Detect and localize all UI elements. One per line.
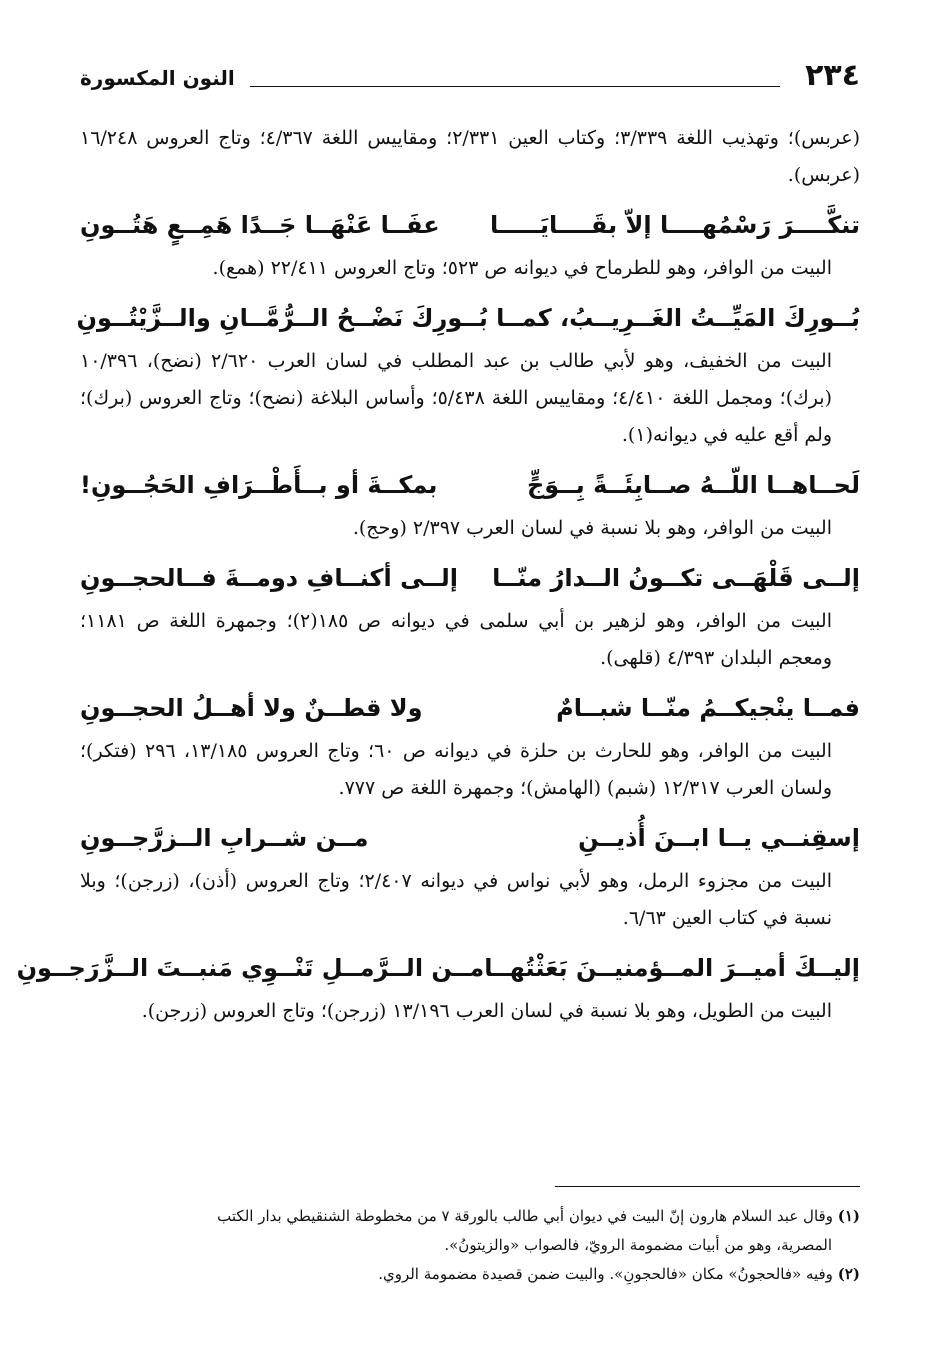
verse-2-first-hemistich: بُــورِكَ المَيِّــتُ الغَــرِيــبُ، كمــا بُــو (447, 304, 860, 332)
verse-5-first-hemistich: فمــا ينْجيكــمُ منّــا شبــامٌ (556, 694, 860, 722)
verse-7-note: البيت من الطويل، وهو بلا نسبة في لسان العرب ١٣/١٩٦ (زرجن)؛ وتاج العروس (زرجن). (141, 1000, 832, 1022)
verse-1 (80, 206, 860, 244)
footnote-separator (555, 1186, 860, 1187)
verse-2 (76, 299, 860, 337)
intro-paragraph: (عربس)؛ وتهذيب اللغة ٣/٣٣٩؛ وكتاب العين ٢/٣٣١؛ ومقاييس اللغة ٤/٣٦٧؛ وتاج العروس ١٦/٢٤٨ (عربس). (80, 127, 860, 186)
chapter-title: النون المكسورة (80, 66, 235, 90)
verse-7-second-hemistich: مــن الــرَّمــلِ تَنْــوِي مَنبــتَ الــزَّرَجــونِ (16, 954, 485, 982)
footnote-1 (80, 1202, 860, 1231)
verse-4 (80, 559, 860, 597)
verse-6 (80, 819, 860, 857)
verse-2-note: البيت من الخفيف، وهو لأبي طالب بن عبد المطلب في لسان العرب ٢/٦٢٠ (نضح)، ١٠/٣٩٦ (برك)؛ ومجمل اللغة ٤/٤١٠؛ ومقاييس اللغة ٥/٤٣٨؛ وأساس البلاغة (نضح)؛ وتاج العروس (برك)؛ ولم أقع عليه في ديوانه(١). (80, 350, 832, 446)
verse-7-first-hemistich: إليــكَ أميــرَ المــؤمنيــنَ بَعَثْتُهــا (484, 954, 860, 982)
verse-3 (80, 466, 860, 504)
page-body (16, 120, 860, 1030)
verse-1-note: البيت من الوافر، وهو للطرماح في ديوانه ص ٥٢٣؛ وتاج العروس ٢٢/٤١١ (همع). (212, 257, 832, 279)
verse-3-note: البيت من الوافر، وهو بلا نسبة في لسان العرب ٢/٣٩٧ (وحج). (352, 517, 832, 539)
verse-4-second-hemistich: إلــى أكنــافِ دومــةَ فــالحجــونِ (80, 564, 458, 592)
verse-4-first-hemistich: إلــى قَلْهَــى تكــونُ الــدارُ منّــا (492, 564, 860, 592)
verse-5-note: البيت من الوافر، وهو للحارث بن حلزة في ديوانه ص ٦٠؛ وتاج العروس ١٣/١٨٥، ٢٩٦ (فتكر)؛ ولسان العرب ١٢/٣١٧ (شبم) (الهامش)؛ وجمهرة اللغة ص ٧٧٧. (80, 740, 833, 799)
footnotes (80, 1202, 860, 1289)
footnote-1-marker: (١) (837, 1207, 860, 1225)
verse-3-second-hemistich: بمكــةَ أو بــأَطْــرَافِ الحَجُــونِ! (80, 471, 438, 499)
verse-4-note: البيت من الوافر، وهو لزهير بن أبي سلمى في ديوانه ص ١٨٥(٢)؛ وجمهرة اللغة ص ١١٨١؛ ومعجم البلدان ٤/٣٩٣ (قلهى). (80, 610, 832, 669)
verse-6-second-hemistich: مــن شــرابِ الــزرَّجــونِ (80, 824, 369, 852)
verse-6-note: البيت من مجزوء الرمل، وهو لأبي نواس في ديوانه ٢/٤٠٧؛ وتاج العروس (أذن)، (زرجن)؛ وبلا نسبة في كتاب العين ٦/٦٣. (80, 870, 832, 929)
footnote-1-text: وقال عبد السلام هارون إنّ البيت في ديوان أبي طالب بالورقة ٧ من مخطوطة الشنقيطي بدار الكتب (217, 1207, 833, 1225)
verse-2-second-hemistich: رِكَ نَضْــحُ الــرُّمَّــانِ والــزَّيْتُــونِ (76, 304, 448, 332)
verse-6-first-hemistich: إسقِنــي يــا ابــنَ أُذيــنِ (578, 824, 860, 852)
verse-3-first-hemistich: لَحــاهــا اللّــهُ صــابِئَــةً بِــوَجٍّ (527, 471, 860, 499)
footnote-1-continuation: المصرية، وهو من أبيات مضمومة الرويّ، فالصواب «والزيتونُ». (444, 1236, 832, 1254)
footnote-2 (80, 1260, 860, 1289)
verse-5-second-hemistich: ولا قطــنٌ ولا أهــلُ الحجــونِ (80, 694, 423, 722)
verse-1-second-hemistich: عفَــا عَنْهَــا جَــدًا هَمِــعٍ هَتُــونِ (80, 211, 440, 239)
header-rule (250, 86, 780, 87)
verse-1-first-hemistich: تنكَّــــرَ رَسْمُهــــا إلاّ بقَــــايَـــــا (490, 211, 860, 239)
footnote-2-text: وفيه «فالحجونُ» مكان «فالحجونِ». والبيت ضمن قصيدة مضمومة الروي. (378, 1265, 833, 1283)
footnote-2-marker: (٢) (837, 1265, 860, 1283)
running-header (80, 58, 860, 98)
verse-5 (80, 689, 860, 727)
page-number: ٢٣٤ (805, 58, 860, 93)
verse-7 (16, 949, 860, 987)
